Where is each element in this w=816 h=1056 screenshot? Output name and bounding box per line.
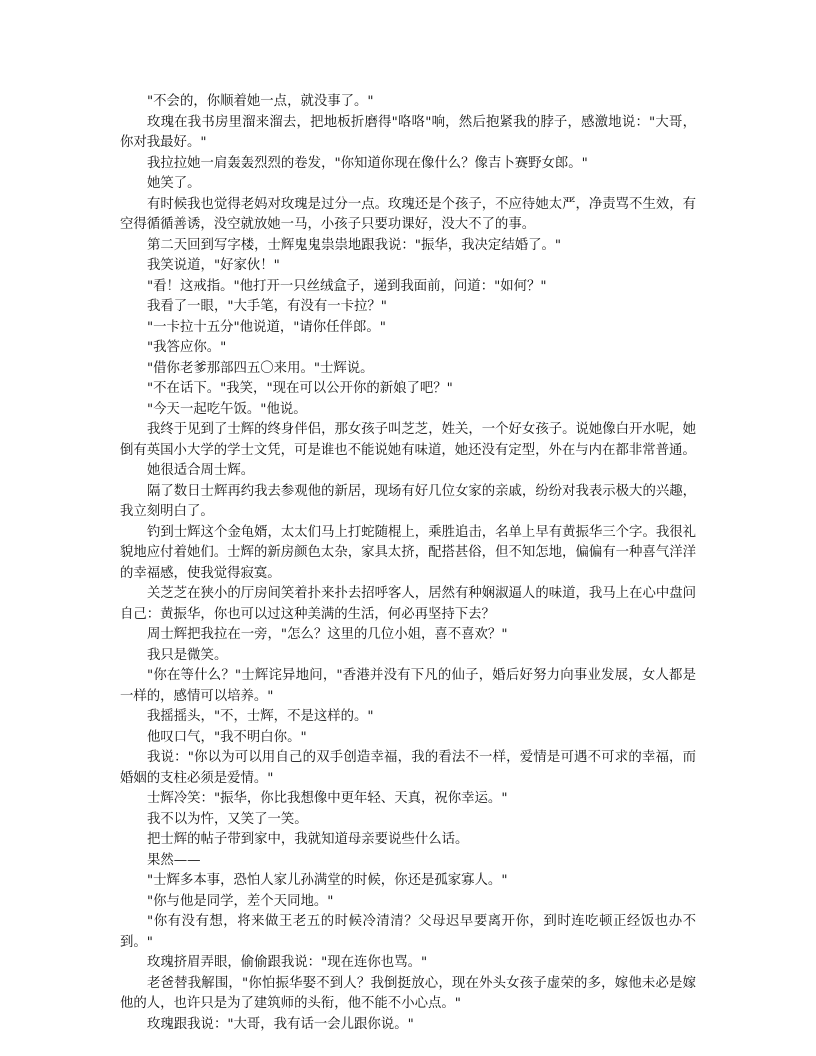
- paragraph: 隔了数日士辉再约我去参观他的新居，现场有好几位女家的亲戚，纷纷对我表示极大的兴趣，我立刻明白了。: [120, 483, 697, 519]
- paragraph: 果然——: [147, 852, 201, 868]
- paragraph: 我笑说道，"好家伙！": [147, 258, 280, 273]
- paragraph: "我答应你。": [147, 340, 227, 355]
- paragraph: 玫瑰跟我说："大哥，我有话一会儿跟你说。": [147, 1016, 414, 1032]
- paragraph: 钓到士辉这个金龟婿，太太们马上打蛇随棍上，乘胜追击，名单上早有黄振华三个字。我很礼貌地应付着她们。士辉的新房颜色太杂，家具太挤，配搭甚俗，但不知怎地，偏偏有一种喜气洋洋的幸福感，使我觉得寂寞。: [120, 524, 697, 581]
- paragraph: "不会的，你顺着她一点，就没事了。": [147, 94, 374, 109]
- paragraph: 玫瑰挤眉弄眼，偷偷跟我说："现在连你也骂。": [147, 955, 428, 970]
- paragraph: 第二天回到写字楼，士辉鬼鬼祟祟地跟我说："振华，我决定结婚了。": [147, 237, 562, 253]
- paragraph: 士辉冷笑："振华，你比我想像中更年轻、天真，祝你幸运。": [147, 791, 508, 806]
- paragraph: "士辉多本事，恐怕人家儿孙满堂的时候，你还是孤家寡人。": [147, 873, 508, 888]
- paragraph: 周士辉把我拉在一旁，"怎么？这里的几位小姐，喜不喜欢？": [147, 627, 508, 642]
- paragraph: 她很适合周士辉。: [147, 463, 255, 478]
- paragraph: 我摇摇头，"不，士辉，不是这样的。": [147, 709, 374, 724]
- paragraph: "借你老爹那部四五〇来用。"士辉说。: [147, 360, 374, 376]
- paragraph: "一卡拉十五分"他说道，"请你任伴郎。": [147, 319, 386, 335]
- paragraph: 我拉拉她一肩轰轰烈烈的卷发，"你知道你现在像什么？像吉卜赛野女郎。": [147, 155, 588, 171]
- paragraph: "今天一起吃午饭。"他说。: [147, 401, 307, 417]
- paragraph: 玫瑰在我书房里溜来溜去，把地板折磨得"咯咯"响，然后抱紧我的脖子，感激地说："大哥，你对我最好。": [120, 114, 696, 150]
- paragraph: 我说："你以为可以用自己的双手创造幸福，我的看法不一样，爱情是可遇不可求的幸福，而婚姻的支柱必须是爱情。": [120, 750, 696, 786]
- paragraph: 有时候我也觉得老妈对玫瑰是过分一点。玫瑰还是个孩子，不应待她太严，净责骂不生效，有空得循循善诱，没空就放她一马，小孩子只要功课好，没大不了的事。: [120, 196, 697, 232]
- paragraph: 她笑了。: [147, 176, 201, 191]
- paragraph: "你与他是同学，差个天同地。": [147, 893, 334, 909]
- paragraph: 我看了一眼，"大手笔，有没有一卡拉？": [147, 299, 387, 314]
- paragraph: "你在等什么？"士辉诧异地问，"香港并没有下凡的仙子，婚后好努力向事业发展，女人都是一样的，感情可以培养。": [120, 668, 696, 704]
- paragraph: "你有没有想，将来做王老五的时候冷清清？父母迟早要离开你，到时连吃顿正经饭也办不到。": [120, 914, 696, 950]
- paragraph: 老爸替我解围，"你怕振华娶不到人？我倒挺放心，现在外头女孩子虚荣的多，嫁他未必是嫁他的人，也许只是为了建筑师的头衔，他不能不小心点。": [120, 975, 696, 1011]
- paragraph: "看！这戒指。"他打开一只丝绒盒子，递到我面前，问道："如何？": [147, 278, 547, 294]
- paragraph: "不在话下。"我笑，"现在可以公开你的新娘了吧？": [147, 381, 453, 396]
- paragraph: 我不以为忤，又笑了一笑。: [147, 811, 308, 827]
- document-body: [120, 92, 696, 1035]
- paragraph: 我只是微笑。: [147, 647, 228, 663]
- paragraph: 我终于见到了士辉的终身伴侣，那女孩子叫芝芝，姓关，一个好女孩子。说她像白开水呢，她倒有英国小大学的学士文凭，可是谁也不能说她有味道，她还没有定型，外在与内在都非常普通。: [120, 422, 697, 458]
- paragraph: 关芝芝在狭小的厅房间笑着扑来扑去招呼客人，居然有种娴淑逼人的味道，我马上在心中盘问自己：黄振华，你也可以过这种美满的生活，何必再坚持下去？: [120, 586, 697, 622]
- paragraph: 把士辉的帖子带到家中，我就知道母亲要说些什么话。: [147, 832, 469, 847]
- paragraph: 他叹口气，"我不明白你。": [147, 729, 307, 745]
